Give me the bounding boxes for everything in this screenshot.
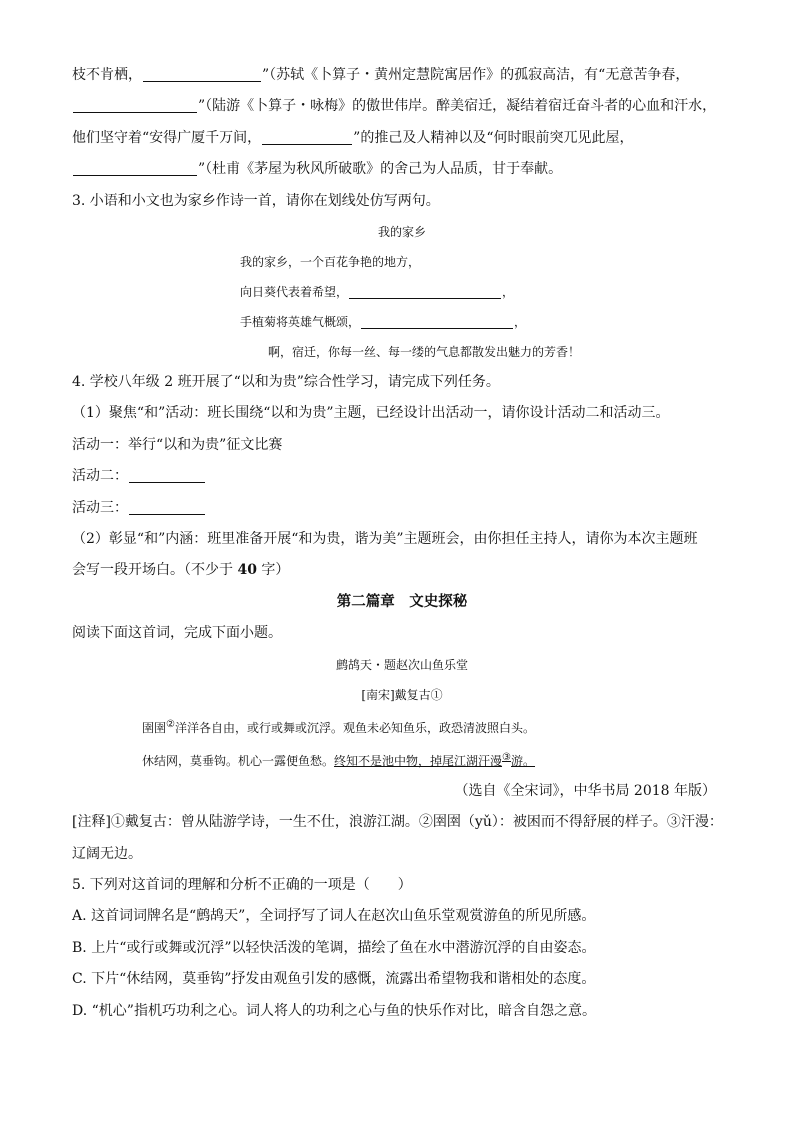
q4-activity-1: 活动一：举行“以和为贵”征文比赛 [72,436,283,453]
footnote-mark: ② [166,718,175,730]
poem-line-4: 啊，宿迁，你每一丝、每一缕的气息都散发出魅力的芳香！ [268,345,581,360]
word-count: 40 [237,562,257,579]
notes-line-2: 辽阔无边。 [72,845,142,862]
q4-sub2-line-2 [72,555,732,586]
q2-line-3 [72,123,732,154]
q2-text: 他们坚守着“安得广厦千万间， [72,129,262,146]
q4-text: 字） [256,562,290,579]
poem-text: 向日葵代表着希望， [240,285,349,300]
q2-line-2 [72,91,732,122]
ci-underlined-text: 游。 [511,753,536,768]
q2-text: ”（苏轼《卜算子・黄州定慧院寓居作》的孤寂高洁，有“无意苦争春， [262,67,690,83]
q4-sub1: （1）聚焦“和”活动：班长围绕“以和为贵”主题，已经设计出活动一，请你设计活动二和活动三。 [72,405,670,422]
ci-text: 圉圉 [142,720,167,735]
ci-text: 洋洋各自由，或行或舞或沉浮。观鱼未必知鱼乐，政恐清波照白头。 [174,720,535,735]
q4-sub2-line-1: （2）彰显“和”内涵：班里准备开展“和为贵，谐为美”主题班会，由你担任主持人，请你为本次主题班 [72,531,698,548]
answer-blank[interactable] [349,282,501,299]
footnote-mark: ③ [502,751,511,763]
poem-line-1: 我的家乡，一个百花争艳的地方， [240,255,421,270]
ci-title: 鹧鸪天・题赵次山鱼乐堂 [335,657,468,672]
poem-text: 手植菊将英雄气概颂， [240,315,361,330]
q2-text: ”的推己及人精神以及“何时眼前突兀见此屋， [353,129,634,146]
q2-text: ”（陆游《卜算子・咏梅》的傲世伟岸。醉美宿迁，凝结着宿迁奋斗者的心血和汗水， [198,98,717,115]
activity-label: 活动二： [72,468,128,485]
ci-line-2 [72,743,732,776]
poem-line-3 [72,307,732,337]
q4-stem: 4. 学校八年级 2 班开展了“以和为贵”综合性学习，请完成下列任务。 [72,374,500,391]
q5-option-c[interactable]: C. 下片“休结网，莫垂钩”抒发由观鱼引发的感慨，流露出希望物我和谐相处的态度。 [72,971,596,988]
q4-activity-3 [72,493,732,524]
ci-line-1 [72,710,732,743]
notes-line-1: [注释]①戴复古：曾从陆游学诗，一生不仕，浪游江湖。②圉圉（yǔ）：被困而不得舒展的样子。③汗漫： [72,814,723,831]
exam-page [72,60,732,1027]
activity-label: 活动三： [72,499,128,516]
q5-option-b[interactable]: B. 上片“或行或舞或沉浮”以轻快活泼的笔调，描绘了鱼在水中潜游沉浮的自由姿态。 [72,939,596,956]
chapter-title: 第二篇章 文史探秘 [336,593,468,610]
q4-activity-2 [72,461,732,492]
q2-line-4 [72,154,732,185]
q5-option-d[interactable]: D. “机心”指机巧功利之心。词人将人的功利之心与鱼的快乐作对比，暗含自怨之意。 [72,1002,596,1019]
ci-text: 休结网，莫垂钩。机心一露便鱼愁。 [142,753,335,768]
answer-blank[interactable] [129,466,205,483]
ci-author: [南宋]戴复古① [361,687,443,702]
answer-blank[interactable] [73,96,197,113]
q5-stem: 5. 下列对这首词的理解和分析不正确的一项是（ ） [72,876,412,893]
poem-line-2 [72,277,732,307]
q3-stem: 3. 小语和小文也为家乡作诗一首，请你在划线处仿写两句。 [72,192,440,209]
answer-blank[interactable] [361,312,513,329]
q2-line-1 [72,60,732,91]
q2-text: 枝不肯栖， [72,67,142,83]
poem-title: 我的家乡 [377,225,426,240]
answer-blank[interactable] [73,159,197,176]
answer-blank[interactable] [262,128,352,145]
ci-source: （选自《全宋词》，中华书局 2018 年版） [454,782,716,799]
poem-text: ， [514,315,527,330]
poem-text: ， [502,285,515,300]
ci-underlined-text: 终知不是池中物，掉尾江湖汗漫 [334,753,503,768]
q4-text: 会写一段开场白。（不少于 [72,562,238,579]
answer-blank[interactable] [129,498,205,515]
q2-text: ”（杜甫《茅屋为秋风所破歌》的舍己为人品质，甘于奉献。 [198,161,563,178]
chapter-intro: 阅读下面这首词，完成下面小题。 [72,625,282,642]
q5-option-a[interactable]: A. 这首词词牌名是“鹧鸪天”，全词抒写了词人在赵次山鱼乐堂观赏游鱼的所见所感。 [72,908,596,925]
answer-blank[interactable] [143,65,261,82]
